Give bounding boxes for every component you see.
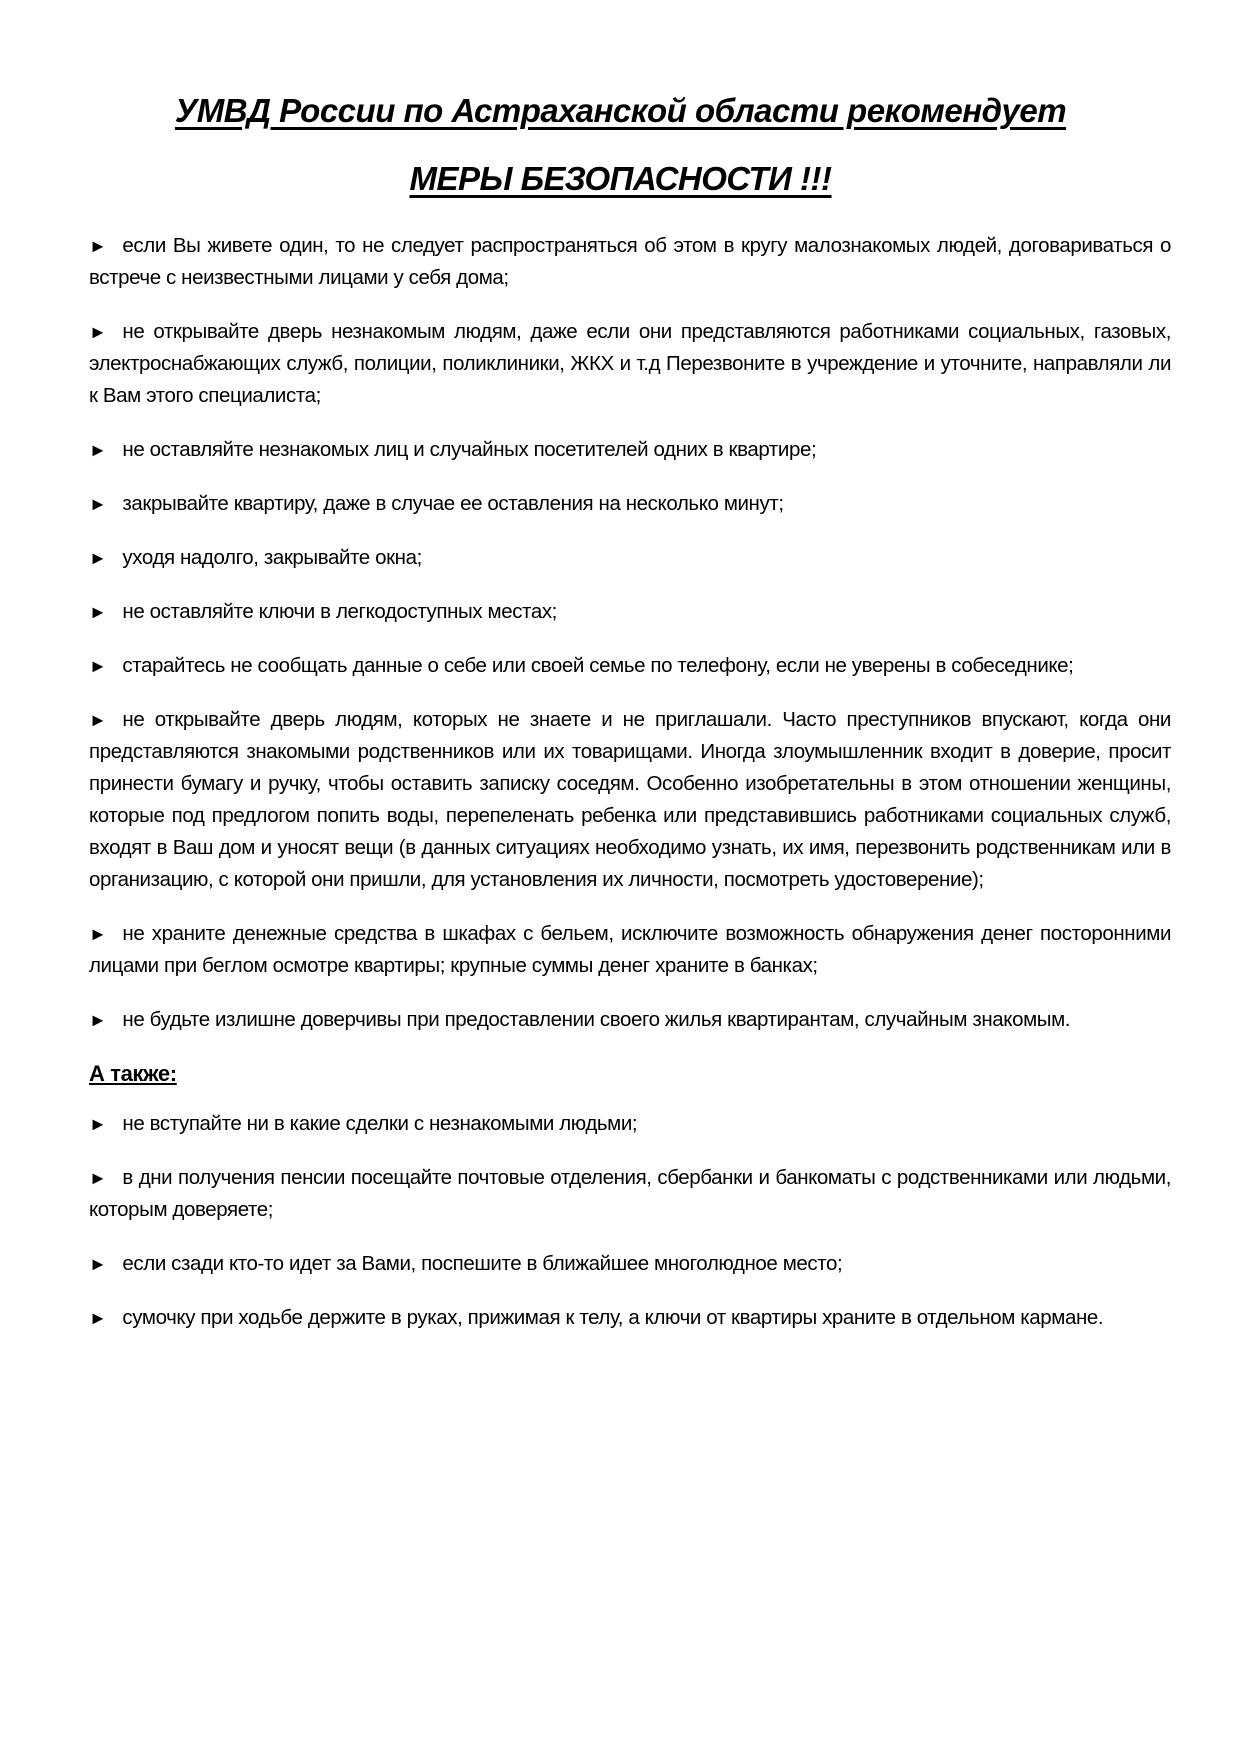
recommendations	[89, 230, 1171, 1356]
list-item	[89, 230, 1171, 294]
list-item	[89, 918, 1171, 982]
triangle-bullet-icon: ►	[89, 710, 107, 730]
triangle-bullet-icon: ►	[89, 322, 107, 342]
list-item-text: в дни получения пенсии посещайте почтовые отделения, сбербанки и банкоматы с родственниками или людьми, которым доверяете;	[89, 1166, 1171, 1221]
list-item	[89, 316, 1171, 412]
list-item	[89, 1248, 1171, 1280]
list-item-text: не открывайте дверь незнакомым людям, даже если они представляются работниками социальных, газовых, электроснабжающих служб, полиции, поликлиники, ЖКХ и т.д Перезвоните в учреждение и уточните, направляли ли к Вам этого специалиста;	[89, 320, 1171, 407]
list-item-text: не будьте излишне доверчивы при предоставлении своего жилья квартирантам, случайным знакомым.	[122, 1008, 1071, 1031]
list-item-text: не оставляйте незнакомых лиц и случайных посетителей одних в квартире;	[122, 438, 817, 461]
list-item-text: не храните денежные средства в шкафах с бельем, исключите возможность обнаружения денег посторонними лицами при беглом осмотре квартиры; крупные суммы денег храните в банках;	[89, 922, 1171, 977]
triangle-bullet-icon: ►	[89, 548, 107, 568]
triangle-bullet-icon: ►	[89, 494, 107, 514]
extra-recommendation-list	[89, 1108, 1171, 1334]
list-item-text: не открывайте дверь людям, которых не знаете и не приглашали. Часто преступников впускают, когда они представляются знакомыми родственников или их товарищами. Иногда злоумышленник входит в доверие, просит принести бумагу и ручку, чтобы оставить записку соседям. Особенно изобретательны в этом отношении женщины, которые под предлогом попить воды, перепеленать ребенка или представившись работниками социальных служб, входят в Ваш дом и уносят вещи (в данных ситуациях необходимо узнать, их имя, перезвонить родственникам или в организацию, с которой они пришли, для установления их личности, посмотреть удостоверение);	[89, 708, 1171, 891]
list-item-text: не вступайте ни в какие сделки с незнакомыми людьми;	[122, 1112, 638, 1135]
triangle-bullet-icon: ►	[89, 1254, 107, 1274]
list-item	[89, 542, 1171, 574]
list-item	[89, 1302, 1171, 1334]
list-item-text: старайтесь не сообщать данные о себе или своей семье по телефону, если не уверены в собеседнике;	[122, 654, 1074, 677]
triangle-bullet-icon: ►	[89, 1308, 107, 1328]
list-item-text: если сзади кто-то идет за Вами, поспешите в ближайшее многолюдное место;	[122, 1252, 843, 1275]
triangle-bullet-icon: ►	[89, 924, 107, 944]
list-item	[89, 488, 1171, 520]
page-title: УМВД России по Астраханской области рекомендует	[174, 92, 1067, 129]
recommendation-list	[89, 230, 1171, 1036]
page-subtitle: МЕРЫ БЕЗОПАСНОСТИ !!!	[409, 160, 832, 197]
list-item	[89, 434, 1171, 466]
triangle-bullet-icon: ►	[89, 1010, 107, 1030]
list-item-text: уходя надолго, закрывайте окна;	[122, 546, 422, 569]
list-item	[89, 596, 1171, 628]
triangle-bullet-icon: ►	[89, 236, 107, 256]
list-item	[89, 1108, 1171, 1140]
list-item-text: не оставляйте ключи в легкодоступных местах;	[122, 600, 557, 623]
triangle-bullet-icon: ►	[89, 602, 107, 622]
list-item	[89, 704, 1171, 896]
triangle-bullet-icon: ►	[89, 656, 107, 676]
triangle-bullet-icon: ►	[89, 440, 107, 460]
list-item-text: сумочку при ходьбе держите в руках, прижимая к телу, а ключи от квартиры храните в отдельном кармане.	[122, 1306, 1104, 1329]
list-item-text: если Вы живете один, то не следует распространяться об этом в кругу малознакомых людей, договариваться о встрече с неизвестными лицами у себя дома;	[89, 234, 1171, 289]
list-item	[89, 1004, 1171, 1036]
list-item-text: закрывайте квартиру, даже в случае ее оставления на несколько минут;	[122, 492, 784, 515]
triangle-bullet-icon: ►	[89, 1114, 107, 1134]
section-heading: А также:	[89, 1061, 177, 1086]
list-item	[89, 1162, 1171, 1226]
triangle-bullet-icon: ►	[89, 1168, 107, 1188]
list-item	[89, 650, 1171, 682]
